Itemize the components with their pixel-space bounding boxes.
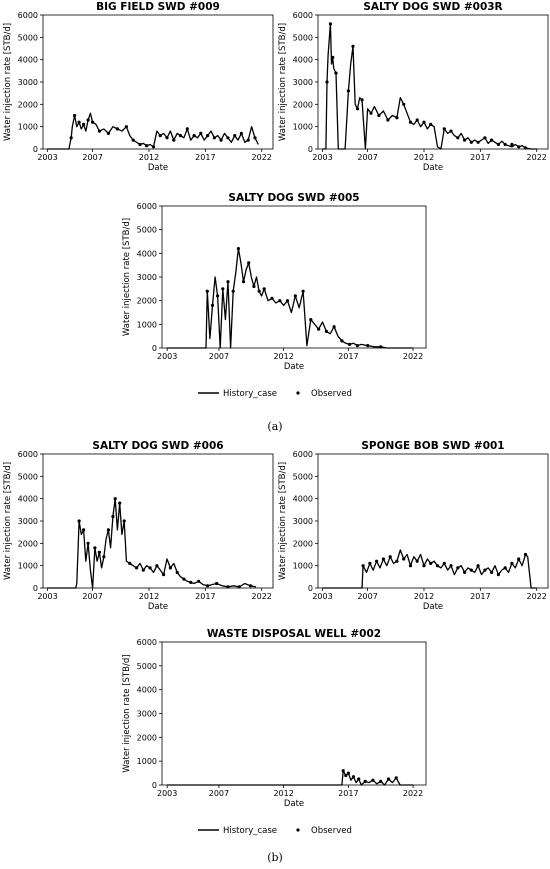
observed-point bbox=[213, 136, 216, 139]
observed-point bbox=[524, 553, 527, 556]
y-tick-label: 3000 bbox=[292, 78, 313, 87]
observed-point bbox=[357, 777, 360, 780]
observed-point bbox=[226, 136, 229, 139]
chart-title: SALTY DOG SWD #005 bbox=[228, 192, 360, 204]
observed-point bbox=[107, 528, 110, 531]
x-tick-label: 2007 bbox=[357, 592, 378, 601]
x-tick-label: 2022 bbox=[526, 592, 547, 601]
series-line-history-case bbox=[323, 24, 537, 149]
observed-point bbox=[238, 585, 241, 588]
y-tick-label: 3000 bbox=[136, 273, 157, 282]
observed-point bbox=[189, 581, 192, 584]
observed-point bbox=[87, 118, 90, 121]
observed-point bbox=[128, 562, 131, 565]
observed-point bbox=[395, 116, 398, 119]
y-tick-label: 4000 bbox=[136, 685, 157, 695]
observed-point bbox=[232, 290, 235, 293]
y-axis-label: Water injection rate [STB/d] bbox=[3, 22, 13, 142]
y-tick-label: 2000 bbox=[292, 100, 313, 110]
observed-point bbox=[111, 515, 114, 518]
observed-point bbox=[331, 56, 334, 59]
observed-point bbox=[216, 294, 219, 297]
y-tick-label: 3000 bbox=[17, 517, 38, 526]
observed-point bbox=[416, 118, 419, 121]
observed-point bbox=[389, 555, 392, 558]
observed-point bbox=[517, 557, 520, 560]
observed-point bbox=[402, 103, 405, 106]
series-line-history-case bbox=[167, 249, 413, 348]
panel-label-a: (a) bbox=[267, 420, 283, 433]
x-tick-label: 2007 bbox=[208, 789, 230, 798]
observed-point bbox=[356, 107, 359, 110]
observed-point bbox=[118, 502, 121, 505]
observed-point bbox=[477, 564, 480, 567]
x-tick-label: 2003 bbox=[312, 153, 333, 162]
x-tick-label: 2022 bbox=[402, 352, 424, 361]
observed-point bbox=[449, 564, 452, 567]
y-tick-label: 5000 bbox=[292, 33, 313, 43]
y-tick-label: 4000 bbox=[17, 494, 38, 504]
observed-point bbox=[449, 130, 452, 133]
observed-point bbox=[395, 776, 398, 779]
observed-point bbox=[422, 564, 425, 567]
observed-point bbox=[386, 118, 389, 121]
observed-point bbox=[114, 497, 117, 500]
observed-point bbox=[436, 564, 439, 567]
observed-point bbox=[242, 280, 245, 283]
panel-label-b: (b) bbox=[267, 851, 283, 864]
observed-point bbox=[286, 299, 289, 302]
observed-point bbox=[470, 569, 473, 572]
x-tick-label: 2017 bbox=[338, 789, 359, 798]
x-tick-label: 2012 bbox=[413, 153, 435, 162]
x-tick-label: 2007 bbox=[82, 592, 103, 601]
observed-point bbox=[70, 136, 73, 139]
observed-point bbox=[416, 560, 419, 563]
observed-point bbox=[510, 562, 513, 565]
observed-point bbox=[317, 328, 320, 331]
observed-point bbox=[490, 571, 493, 574]
legend-observed-label: Observed bbox=[311, 389, 352, 399]
x-tick-label: 2007 bbox=[208, 352, 230, 361]
chart-big-field-swd-009 bbox=[3, 1, 273, 173]
x-tick-label: 2017 bbox=[338, 352, 359, 361]
observed-point bbox=[387, 777, 390, 780]
y-tick-label: 3000 bbox=[136, 709, 157, 719]
chart-title: SPONGE BOB SWD #001 bbox=[361, 440, 505, 452]
observed-point bbox=[93, 546, 96, 549]
observed-point bbox=[510, 143, 513, 146]
x-tick-label: 2003 bbox=[156, 789, 178, 798]
x-axis-label: Date bbox=[147, 163, 169, 173]
observed-point bbox=[159, 134, 162, 137]
observed-point bbox=[78, 121, 81, 124]
observed-point bbox=[270, 297, 273, 300]
observed-point bbox=[362, 564, 365, 567]
x-tick-label: 2022 bbox=[402, 789, 424, 798]
observed-point bbox=[145, 144, 148, 147]
observed-point bbox=[340, 339, 343, 342]
observed-point bbox=[409, 121, 412, 124]
chart-title: WASTE DISPOSAL WELL #002 bbox=[206, 628, 382, 640]
y-tick-label: 5000 bbox=[17, 33, 38, 43]
observed-point bbox=[253, 136, 256, 139]
observed-point bbox=[252, 285, 255, 288]
observed-point bbox=[379, 780, 382, 783]
y-tick-label: 4000 bbox=[17, 55, 38, 65]
observed-point bbox=[422, 121, 425, 124]
observed-point bbox=[87, 542, 90, 545]
observed-point bbox=[179, 134, 182, 137]
x-tick-label: 2007 bbox=[82, 153, 103, 162]
observed-point bbox=[237, 247, 240, 250]
observed-point bbox=[429, 562, 432, 565]
observed-point bbox=[125, 125, 128, 128]
observed-point bbox=[352, 775, 355, 778]
observed-point bbox=[73, 114, 76, 117]
legend-marker-swatch bbox=[296, 828, 299, 831]
y-tick-label: 6000 bbox=[292, 450, 313, 459]
observed-point bbox=[199, 132, 202, 135]
observed-point bbox=[347, 772, 350, 775]
observed-point bbox=[463, 571, 466, 574]
observed-point bbox=[342, 769, 345, 772]
observed-point bbox=[490, 139, 493, 142]
observed-point bbox=[375, 560, 378, 563]
observed-point bbox=[152, 145, 155, 148]
y-tick-label: 2000 bbox=[17, 100, 38, 110]
observed-point bbox=[206, 290, 209, 293]
chart-salty-dog-swd-003r bbox=[278, 1, 548, 173]
observed-point bbox=[258, 290, 261, 293]
y-tick-label: 5000 bbox=[17, 472, 38, 482]
observed-point bbox=[102, 555, 105, 558]
observed-point bbox=[470, 141, 473, 144]
y-tick-label: 2000 bbox=[17, 539, 38, 549]
series-line-history-case bbox=[48, 499, 257, 588]
x-tick-label: 2012 bbox=[413, 592, 435, 601]
legend-observed-label: Observed bbox=[311, 826, 352, 836]
legend-a bbox=[198, 389, 352, 399]
observed-point bbox=[347, 89, 350, 92]
x-axis-label: Date bbox=[422, 602, 444, 612]
y-tick-label: 1000 bbox=[292, 122, 313, 132]
observed-point bbox=[395, 560, 398, 563]
x-tick-label: 2017 bbox=[470, 592, 491, 601]
observed-point bbox=[456, 566, 459, 569]
observed-point bbox=[497, 143, 500, 146]
observed-point bbox=[226, 585, 229, 588]
chart-salty-dog-swd-005 bbox=[122, 192, 426, 372]
observed-point bbox=[517, 145, 520, 148]
plot-frame bbox=[162, 642, 426, 785]
y-tick-label: 2000 bbox=[292, 539, 313, 549]
observed-point bbox=[382, 557, 385, 560]
chart-title: BIG FIELD SWD #009 bbox=[96, 1, 220, 13]
x-tick-label: 2022 bbox=[251, 592, 272, 601]
observed-point bbox=[463, 139, 466, 142]
observed-point bbox=[206, 134, 209, 137]
x-tick-label: 2017 bbox=[195, 592, 216, 601]
series-line-history-case bbox=[167, 771, 413, 785]
observed-point bbox=[91, 121, 94, 124]
observed-point bbox=[371, 779, 374, 782]
y-tick-label: 6000 bbox=[292, 11, 313, 20]
plot-frame bbox=[318, 15, 548, 149]
observed-point bbox=[456, 136, 459, 139]
observed-point bbox=[379, 345, 382, 348]
observed-point bbox=[172, 139, 175, 142]
observed-point bbox=[360, 98, 363, 101]
observed-point bbox=[377, 114, 380, 117]
plot-frame bbox=[43, 15, 273, 149]
y-tick-label: 0 bbox=[307, 584, 313, 593]
observed-point bbox=[333, 325, 336, 328]
observed-point bbox=[221, 287, 224, 290]
observed-point bbox=[193, 134, 196, 137]
y-tick-label: 1000 bbox=[17, 561, 38, 571]
observed-point bbox=[325, 80, 328, 83]
observed-point bbox=[116, 127, 119, 130]
observed-point bbox=[98, 551, 101, 554]
observed-point bbox=[135, 566, 138, 569]
chart-title: SALTY DOG SWD #003R bbox=[363, 1, 503, 13]
observed-point bbox=[351, 45, 354, 48]
observed-point bbox=[477, 141, 480, 144]
chart-salty-dog-swd-006 bbox=[3, 440, 273, 612]
observed-point bbox=[233, 134, 236, 137]
observed-point bbox=[504, 566, 507, 569]
observed-point bbox=[263, 287, 266, 290]
y-tick-label: 2000 bbox=[136, 296, 157, 306]
chart-title: SALTY DOG SWD #006 bbox=[92, 440, 224, 452]
x-tick-label: 2007 bbox=[357, 153, 378, 162]
observed-point bbox=[366, 344, 369, 347]
observed-point bbox=[162, 573, 165, 576]
y-tick-label: 2000 bbox=[136, 733, 157, 743]
observed-point bbox=[211, 304, 214, 307]
observed-point bbox=[294, 294, 297, 297]
observed-point bbox=[142, 569, 145, 572]
x-tick-label: 2003 bbox=[156, 352, 178, 361]
legend-marker-swatch bbox=[296, 391, 299, 394]
observed-point bbox=[369, 112, 372, 115]
x-tick-label: 2022 bbox=[526, 153, 547, 162]
y-tick-label: 6000 bbox=[17, 450, 38, 459]
y-tick-label: 1000 bbox=[17, 122, 38, 132]
y-tick-label: 0 bbox=[32, 145, 38, 154]
observed-point bbox=[197, 580, 200, 583]
y-tick-label: 0 bbox=[151, 781, 157, 790]
observed-point bbox=[524, 146, 527, 149]
observed-point bbox=[107, 132, 110, 135]
observed-point bbox=[249, 584, 252, 587]
observed-point bbox=[302, 290, 305, 293]
y-tick-label: 1000 bbox=[136, 320, 157, 330]
observed-point bbox=[429, 123, 432, 126]
x-axis-label: Date bbox=[422, 163, 444, 173]
observed-point bbox=[329, 22, 332, 25]
y-axis-label: Water injection rate [STB/d] bbox=[3, 461, 13, 581]
observed-point bbox=[132, 139, 135, 142]
observed-point bbox=[247, 261, 250, 264]
x-tick-label: 2017 bbox=[195, 153, 216, 162]
observed-point bbox=[82, 528, 85, 531]
chart-waste-disposal-well-002 bbox=[122, 628, 426, 809]
plot-frame bbox=[162, 206, 426, 348]
y-tick-label: 0 bbox=[151, 344, 157, 353]
y-tick-label: 0 bbox=[307, 145, 313, 154]
observed-point bbox=[356, 344, 359, 347]
y-axis-label: Water injection rate [STB/d] bbox=[122, 217, 132, 337]
observed-point bbox=[364, 780, 367, 783]
x-tick-label: 2012 bbox=[138, 153, 160, 162]
observed-point bbox=[149, 566, 152, 569]
observed-point bbox=[443, 562, 446, 565]
observed-point bbox=[247, 139, 250, 142]
observed-point bbox=[82, 123, 85, 126]
x-tick-label: 2003 bbox=[37, 592, 58, 601]
observed-point bbox=[226, 280, 229, 283]
legend-b bbox=[198, 826, 352, 836]
x-axis-label: Date bbox=[283, 799, 305, 809]
observed-point bbox=[123, 519, 126, 522]
observed-point bbox=[348, 343, 351, 346]
observed-point bbox=[169, 566, 172, 569]
observed-point bbox=[409, 564, 412, 567]
observed-point bbox=[483, 569, 486, 572]
y-tick-label: 5000 bbox=[136, 225, 157, 235]
observed-point bbox=[483, 136, 486, 139]
y-tick-label: 1000 bbox=[136, 757, 157, 767]
y-tick-label: 5000 bbox=[292, 472, 313, 482]
y-tick-label: 0 bbox=[32, 584, 38, 593]
x-tick-label: 2003 bbox=[37, 153, 58, 162]
y-axis-label: Water injection rate [STB/d] bbox=[122, 654, 132, 773]
chart-sponge-bob-swd-001 bbox=[278, 440, 548, 612]
observed-point bbox=[182, 578, 185, 581]
observed-point bbox=[344, 774, 347, 777]
legend-history-label: History_case bbox=[223, 826, 278, 836]
observed-point bbox=[368, 562, 371, 565]
x-axis-label: Date bbox=[147, 602, 169, 612]
observed-point bbox=[497, 573, 500, 576]
y-tick-label: 6000 bbox=[136, 202, 157, 211]
observed-point bbox=[155, 564, 158, 567]
x-tick-label: 2017 bbox=[470, 153, 491, 162]
series-line-history-case bbox=[48, 113, 259, 149]
observed-point bbox=[78, 519, 81, 522]
x-tick-label: 2022 bbox=[251, 153, 272, 162]
observed-point bbox=[402, 557, 405, 560]
observed-point bbox=[240, 132, 243, 135]
observed-point bbox=[443, 127, 446, 130]
observed-point bbox=[334, 72, 337, 75]
y-tick-label: 4000 bbox=[292, 494, 313, 504]
x-tick-label: 2012 bbox=[273, 352, 294, 361]
observed-point bbox=[309, 318, 312, 321]
observed-point bbox=[278, 299, 281, 302]
y-axis-label: Water injection rate [STB/d] bbox=[278, 22, 288, 142]
x-tick-label: 2003 bbox=[312, 592, 333, 601]
y-tick-label: 6000 bbox=[136, 638, 157, 647]
y-tick-label: 4000 bbox=[292, 55, 313, 65]
observed-point bbox=[186, 127, 189, 130]
y-tick-label: 6000 bbox=[17, 11, 38, 20]
legend-history-label: History_case bbox=[223, 389, 278, 399]
observed-point bbox=[176, 571, 179, 574]
observed-point bbox=[215, 582, 218, 585]
y-tick-label: 1000 bbox=[292, 561, 313, 571]
observed-point bbox=[98, 130, 101, 133]
x-axis-label: Date bbox=[283, 362, 305, 372]
x-tick-label: 2012 bbox=[273, 789, 294, 798]
y-tick-label: 4000 bbox=[136, 249, 157, 259]
observed-point bbox=[165, 136, 168, 139]
observed-point bbox=[325, 330, 328, 333]
y-tick-label: 3000 bbox=[292, 517, 313, 526]
plot-frame bbox=[318, 454, 548, 588]
observed-point bbox=[220, 139, 223, 142]
y-tick-label: 5000 bbox=[136, 661, 157, 671]
y-tick-label: 3000 bbox=[17, 78, 38, 87]
x-tick-label: 2012 bbox=[138, 592, 160, 601]
observed-point bbox=[138, 143, 141, 146]
observed-point bbox=[206, 584, 209, 587]
observed-point bbox=[504, 143, 507, 146]
y-axis-label: Water injection rate [STB/d] bbox=[278, 461, 288, 581]
